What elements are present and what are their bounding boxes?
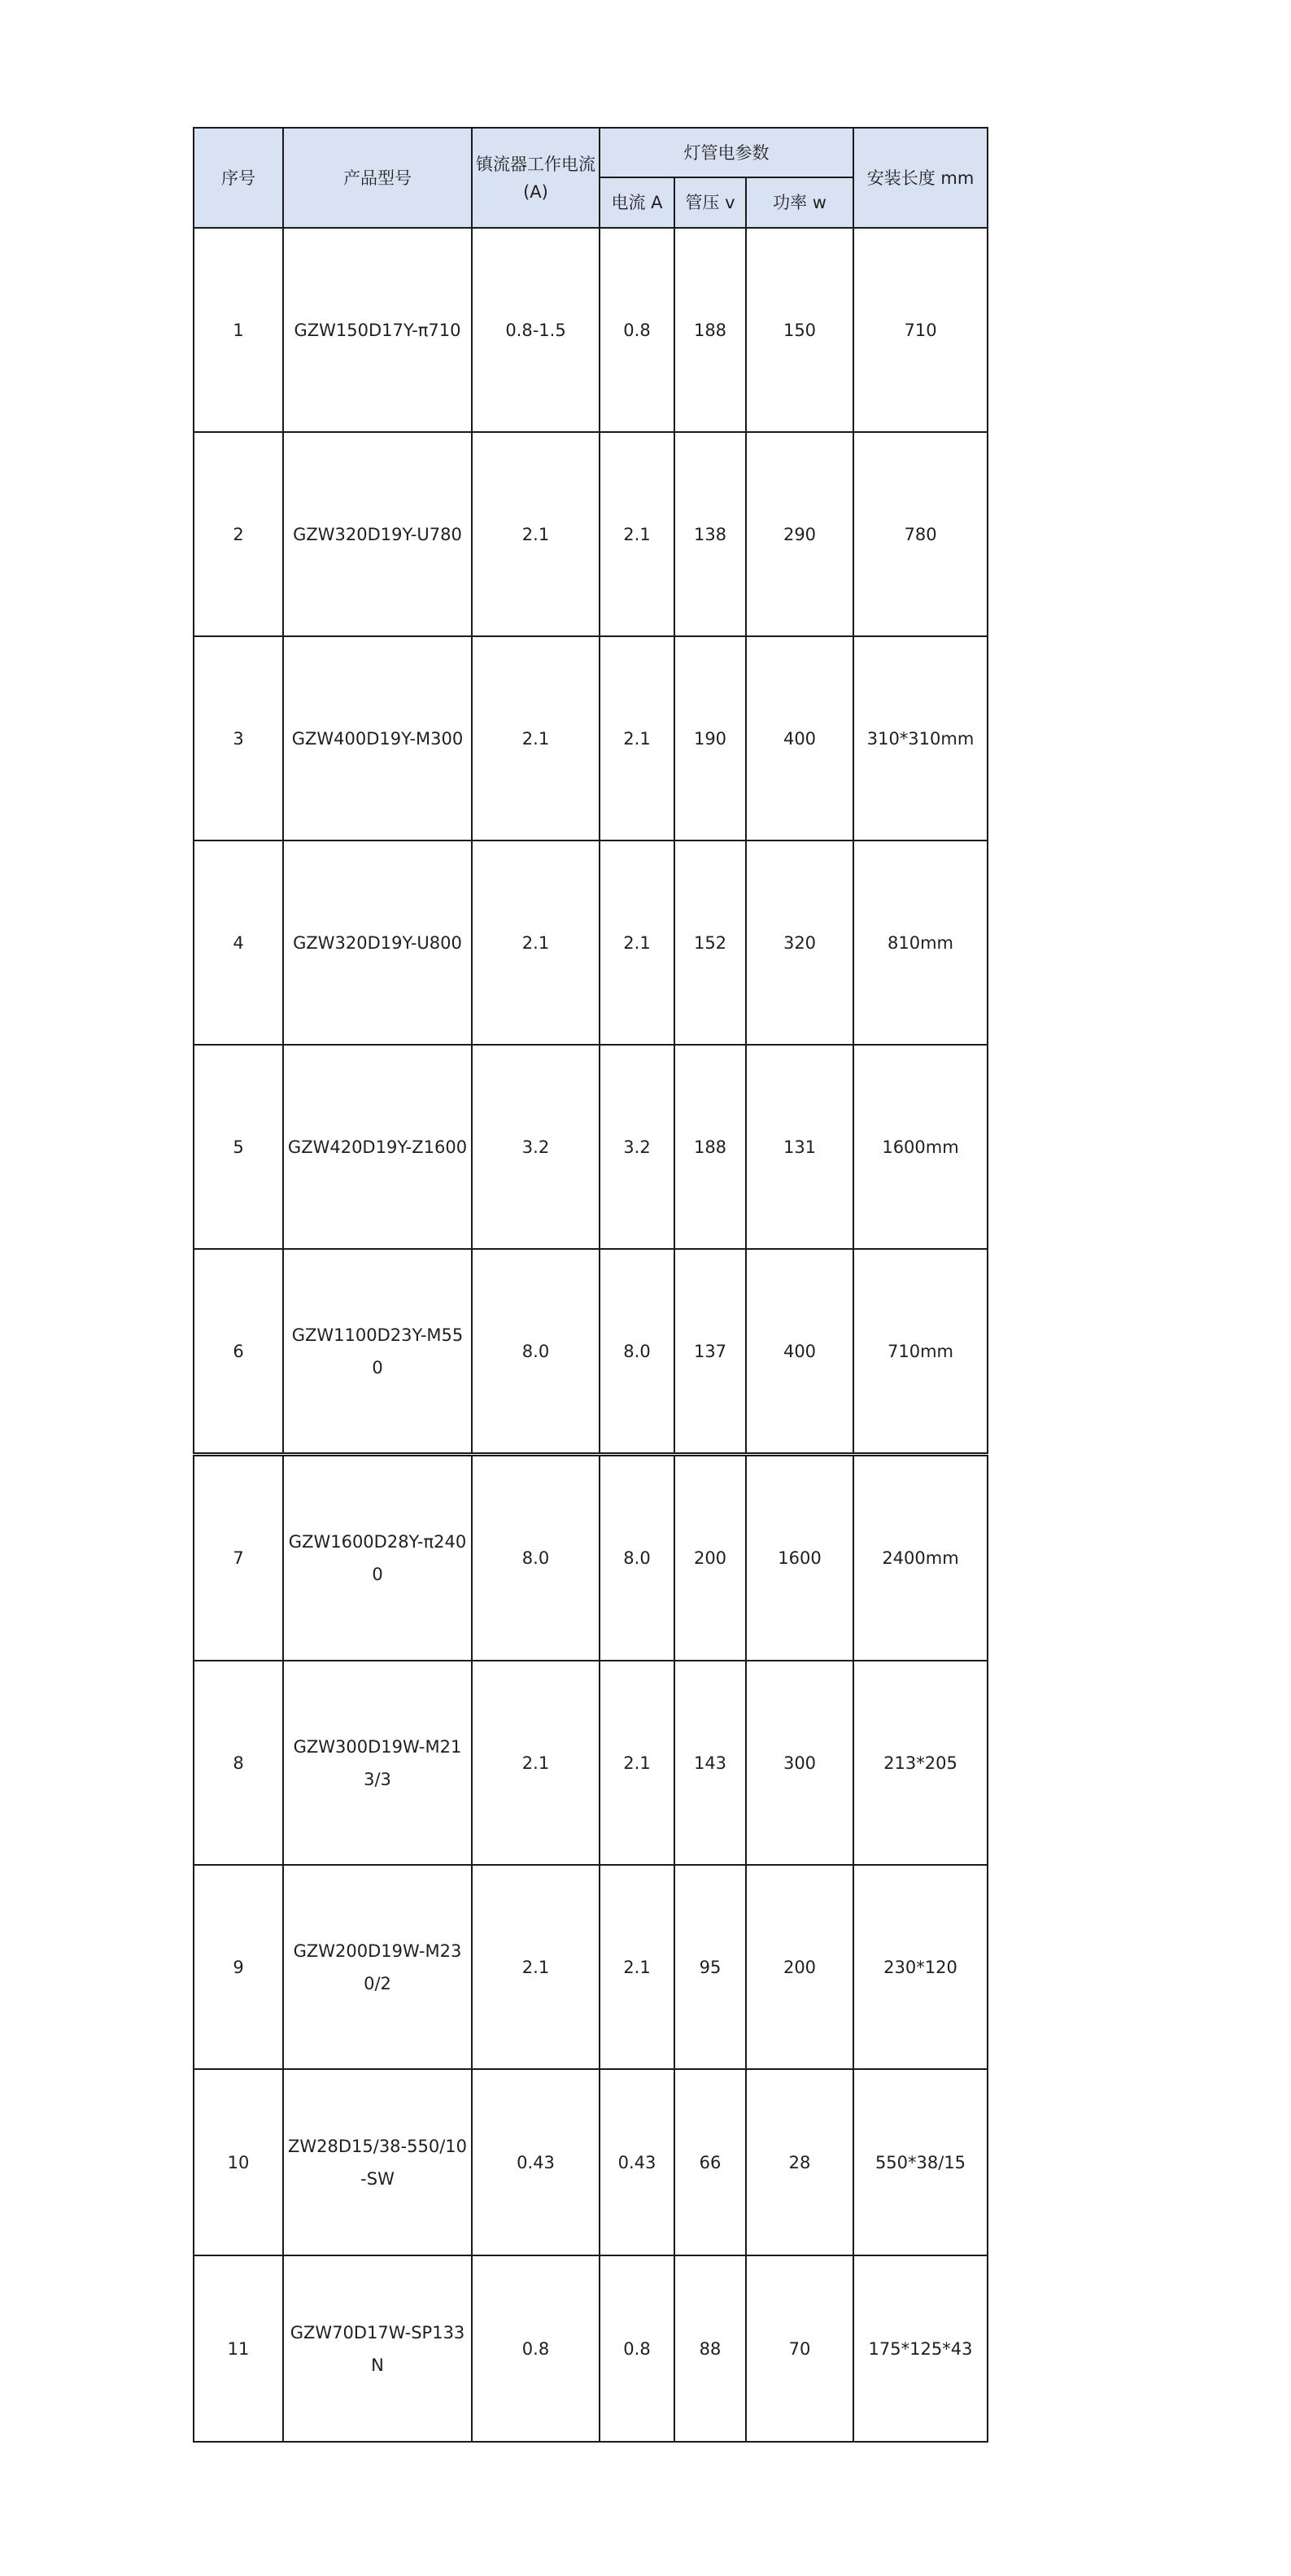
table-row bbox=[194, 432, 988, 636]
cell-ballast: 2.1 bbox=[472, 1865, 600, 2069]
cell-voltage: 188 bbox=[674, 228, 746, 432]
cell-current: 2.1 bbox=[600, 840, 674, 1045]
cell-model: GZW200D19W-M230/2 bbox=[283, 1865, 472, 2069]
cell-voltage: 66 bbox=[674, 2069, 746, 2255]
table-row bbox=[194, 1661, 988, 1865]
cell-model: GZW320D19Y-U800 bbox=[283, 840, 472, 1045]
cell-length: 230*120 bbox=[853, 1865, 988, 2069]
cell-ballast: 8.0 bbox=[472, 1249, 600, 1453]
cell-power: 131 bbox=[746, 1045, 853, 1249]
cell-model: GZW420D19Y-Z1600 bbox=[283, 1045, 472, 1249]
cell-ballast: 2.1 bbox=[472, 432, 600, 636]
cell-model: GZW1100D23Y-M550 bbox=[283, 1249, 472, 1453]
cell-voltage: 200 bbox=[674, 1456, 746, 1661]
cell-ballast: 0.43 bbox=[472, 2069, 600, 2255]
cell-voltage: 88 bbox=[674, 2255, 746, 2442]
cell-index: 7 bbox=[194, 1456, 283, 1661]
cell-length: 710 bbox=[853, 228, 988, 432]
cell-length: 213*205 bbox=[853, 1661, 988, 1865]
cell-length: 2400mm bbox=[853, 1456, 988, 1661]
cell-ballast: 8.0 bbox=[472, 1456, 600, 1661]
cell-ballast: 2.1 bbox=[472, 1661, 600, 1865]
table-row bbox=[194, 840, 988, 1045]
cell-model: ZW28D15/38-550/10-SW bbox=[283, 2069, 472, 2255]
cell-voltage: 143 bbox=[674, 1661, 746, 1865]
cell-ballast: 2.1 bbox=[472, 840, 600, 1045]
cell-index: 10 bbox=[194, 2069, 283, 2255]
cell-power: 320 bbox=[746, 840, 853, 1045]
cell-power: 1600 bbox=[746, 1456, 853, 1661]
cell-current: 0.8 bbox=[600, 228, 674, 432]
cell-model: GZW1600D28Y-π2400 bbox=[283, 1456, 472, 1661]
cell-index: 11 bbox=[194, 2255, 283, 2442]
table-row bbox=[194, 1456, 988, 1661]
cell-voltage: 152 bbox=[674, 840, 746, 1045]
cell-model: GZW300D19W-M213/3 bbox=[283, 1661, 472, 1865]
cell-current: 0.43 bbox=[600, 2069, 674, 2255]
cell-current: 2.1 bbox=[600, 636, 674, 840]
cell-length: 780 bbox=[853, 432, 988, 636]
table-row bbox=[194, 636, 988, 840]
cell-length: 175*125*43 bbox=[853, 2255, 988, 2442]
cell-index: 1 bbox=[194, 228, 283, 432]
table-row bbox=[194, 1865, 988, 2069]
cell-index: 3 bbox=[194, 636, 283, 840]
cell-index: 2 bbox=[194, 432, 283, 636]
spec-table-part-1 bbox=[193, 127, 988, 1454]
cell-power: 28 bbox=[746, 2069, 853, 2255]
header-install-length: 安装长度 mm bbox=[853, 128, 988, 228]
cell-length: 1600mm bbox=[853, 1045, 988, 1249]
table-row bbox=[194, 1045, 988, 1249]
cell-voltage: 137 bbox=[674, 1249, 746, 1453]
header-model: 产品型号 bbox=[283, 128, 472, 228]
cell-voltage: 188 bbox=[674, 1045, 746, 1249]
cell-model: GZW150D17Y-π710 bbox=[283, 228, 472, 432]
cell-power: 400 bbox=[746, 636, 853, 840]
cell-ballast: 3.2 bbox=[472, 1045, 600, 1249]
cell-power: 400 bbox=[746, 1249, 853, 1453]
cell-power: 150 bbox=[746, 228, 853, 432]
cell-current: 2.1 bbox=[600, 1865, 674, 2069]
cell-index: 9 bbox=[194, 1865, 283, 2069]
cell-current: 2.1 bbox=[600, 432, 674, 636]
cell-voltage: 190 bbox=[674, 636, 746, 840]
header-ballast-current: 镇流器工作电流(A) bbox=[472, 128, 600, 228]
table-row bbox=[194, 228, 988, 432]
cell-index: 4 bbox=[194, 840, 283, 1045]
cell-ballast: 0.8-1.5 bbox=[472, 228, 600, 432]
cell-power: 70 bbox=[746, 2255, 853, 2442]
cell-length: 710mm bbox=[853, 1249, 988, 1453]
table-row bbox=[194, 2069, 988, 2255]
cell-index: 6 bbox=[194, 1249, 283, 1453]
cell-voltage: 138 bbox=[674, 432, 746, 636]
header-row bbox=[194, 128, 988, 177]
header-voltage: 管压 v bbox=[674, 177, 746, 228]
cell-current: 2.1 bbox=[600, 1661, 674, 1865]
header-current: 电流 A bbox=[600, 177, 674, 228]
table-row bbox=[194, 1249, 988, 1453]
cell-current: 0.8 bbox=[600, 2255, 674, 2442]
header-lamp-params: 灯管电参数 bbox=[600, 128, 853, 177]
cell-power: 200 bbox=[746, 1865, 853, 2069]
header-power: 功率 w bbox=[746, 177, 853, 228]
cell-length: 310*310mm bbox=[853, 636, 988, 840]
cell-index: 8 bbox=[194, 1661, 283, 1865]
cell-current: 8.0 bbox=[600, 1249, 674, 1453]
cell-length: 810mm bbox=[853, 840, 988, 1045]
cell-ballast: 0.8 bbox=[472, 2255, 600, 2442]
cell-voltage: 95 bbox=[674, 1865, 746, 2069]
cell-length: 550*38/15 bbox=[853, 2069, 988, 2255]
cell-power: 290 bbox=[746, 432, 853, 636]
cell-current: 3.2 bbox=[600, 1045, 674, 1249]
cell-power: 300 bbox=[746, 1661, 853, 1865]
header-index: 序号 bbox=[194, 128, 283, 228]
cell-model: GZW320D19Y-U780 bbox=[283, 432, 472, 636]
cell-model: GZW400D19Y-M300 bbox=[283, 636, 472, 840]
cell-index: 5 bbox=[194, 1045, 283, 1249]
table-row bbox=[194, 2255, 988, 2442]
cell-current: 8.0 bbox=[600, 1456, 674, 1661]
cell-model: GZW70D17W-SP133N bbox=[283, 2255, 472, 2442]
spec-table-part-2 bbox=[193, 1455, 988, 2443]
cell-ballast: 2.1 bbox=[472, 636, 600, 840]
